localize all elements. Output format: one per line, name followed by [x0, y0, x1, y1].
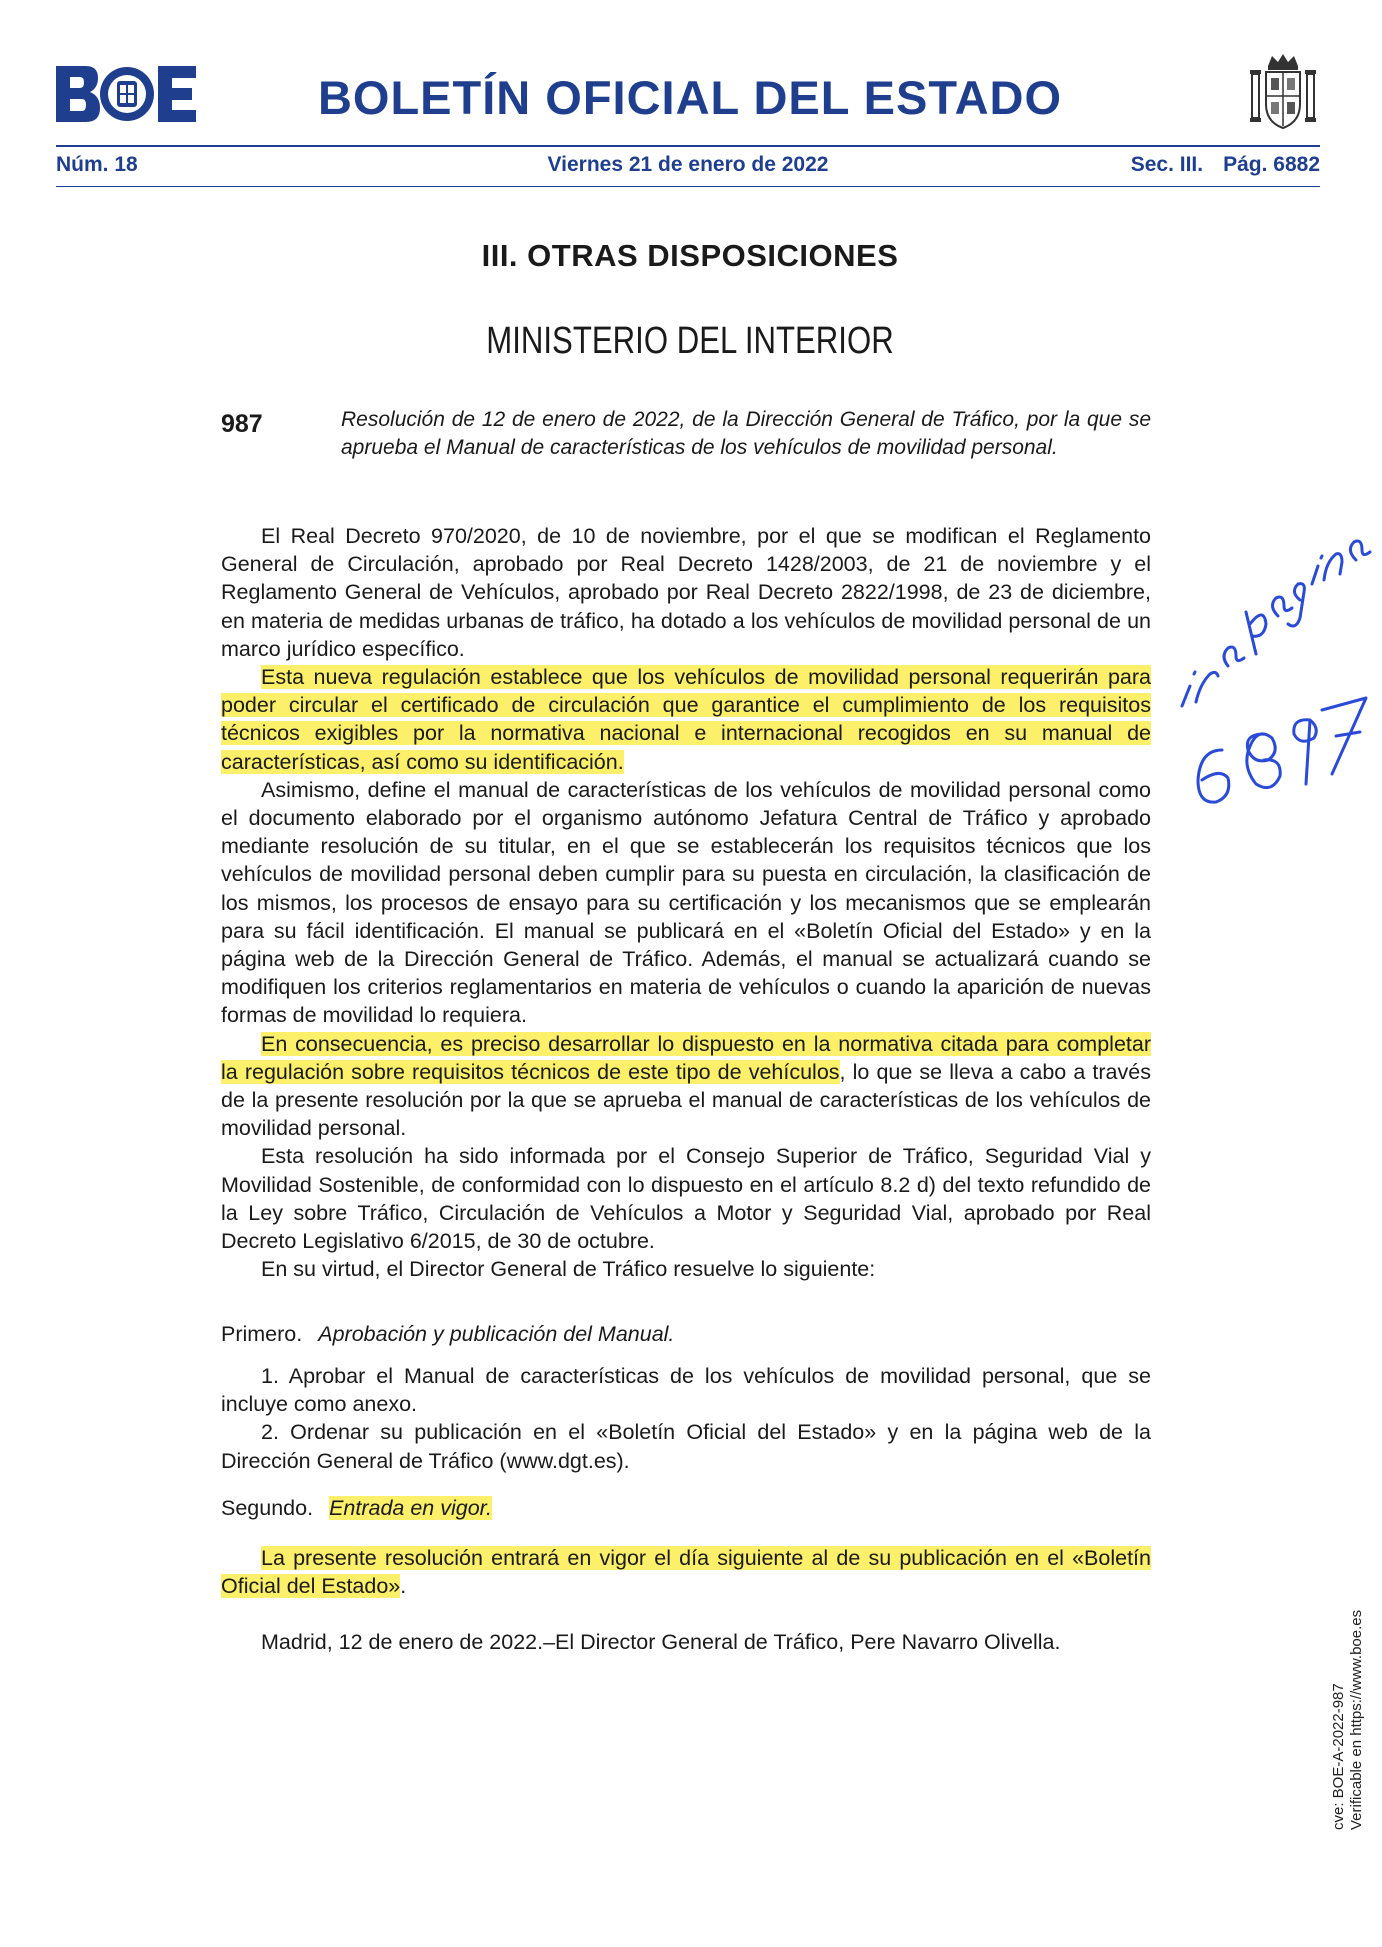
article-second-text	[221, 1544, 1151, 1600]
header-bottom-rule	[56, 186, 1320, 187]
issue-number: Núm. 18	[56, 153, 138, 176]
document-body	[221, 522, 1151, 1283]
cve-verification-note	[1330, 1510, 1370, 1830]
article-second-heading	[221, 1496, 492, 1521]
highlighted-text: La presente resolución entrará en vigor el día siguiente al de su publicación en el «Boletín Oficial del Estado»	[221, 1546, 1151, 1599]
cve-code: cve: BOE-A-2022-987	[1330, 1683, 1347, 1830]
boe-logo	[56, 66, 196, 122]
article-first-items	[221, 1362, 1151, 1475]
paragraph: El Real Decreto 970/2020, de 10 de noviembre, por el que se modifican el Reglamento General de Circulación, aprobado por Real Decreto 1428/2003, de 21 de noviembre y el Reglamento General de Vehículos, aprobado por Real Decreto 2822/1998, de 23 de diciembre, en materia de medidas urbanas de tráfico, ha dotado a los vehículos de movilidad personal de un marco jurídico específico.	[221, 524, 1151, 661]
handwritten-note	[1160, 488, 1380, 828]
page-number: Pág. 6882	[1223, 153, 1320, 176]
highlighted-text: Entrada en vigor.	[329, 1496, 493, 1520]
list-item: 2. Ordenar su publicación en el «Boletín Oficial del Estado» y en la página web de la Dirección General de Tráfico (www.dgt.es).	[221, 1420, 1151, 1473]
paragraph-text: .	[400, 1574, 407, 1599]
article-first-heading	[221, 1322, 674, 1347]
issue-date: Viernes 21 de enero de 2022	[547, 153, 829, 176]
disposition-summary: Resolución de 12 de enero de 2022, de la Dirección General de Tráfico, por la que se aprueba el Manual de características de los vehículos de movilidad personal.	[341, 408, 1151, 459]
list-item: 1. Aprobar el Manual de características de los vehículos de movilidad personal, que se incluye como anexo.	[221, 1364, 1151, 1417]
section-number: Sec. III.	[1130, 153, 1204, 176]
article-title: Aprobación y publicación del Manual.	[318, 1322, 675, 1346]
header-rule	[56, 145, 1320, 147]
paragraph	[221, 1030, 1151, 1143]
paragraph: Asimismo, define el manual de características de los vehículos de movilidad personal como el documento elaborado por el organismo autónomo Jefatura Central de Tráfico y aprobado mediante resolución de su titular, en el que se establecerán los requisitos técnicos que los vehículos de movilidad personal deben cumplir para su puesta en circulación, la clasificación de los mismos, los procesos de ensayo para su certificación y los mecanismos que se emplearán para su fácil identificación. El manual se publicará en el «Boletín Oficial del Estado» y en la página web de la Dirección General de Tráfico. Además, el manual se actualizará cuando se modifiquen los criterios reglamentarios en materia de vehículos o cuando la aparición de nuevas formas de movilidad lo requiera.	[221, 777, 1151, 1028]
header-info-row	[56, 153, 1320, 179]
article-label: Primero.	[221, 1322, 303, 1346]
section-title: III. OTRAS DISPOSICIONES	[481, 238, 899, 273]
highlighted-text: En consecuencia, es preciso desarrollar lo dispuesto en la normativa citada para completar la regulación sobre requisitos técnicos de este tipo de vehículos	[221, 1031, 1151, 1084]
paragraph: En su virtud, el Director General de Tráfico resuelve lo siguiente:	[261, 1257, 876, 1282]
spain-coat-of-arms-icon	[1248, 52, 1318, 132]
disposition-number: 987	[221, 410, 263, 438]
section-page	[1131, 153, 1320, 177]
paragraph	[221, 1544, 1151, 1600]
verification-url: Verificable en https://www.boe.es	[1348, 1609, 1365, 1830]
signature	[221, 1628, 1151, 1656]
paragraph: Esta resolución ha sido informada por el Consejo Superior de Tráfico, Seguridad Vial y Movilidad Sostenible, de conformidad con lo dispuesto en el artículo 8.2 d) del texto refundido de la Ley sobre Tráfico, Circulación de Vehículos a Motor y Seguridad Vial, aprobado por Real Decreto Legislativo 6/2015, de 30 de octubre.	[221, 1144, 1151, 1254]
ministry-name: MINISTERIO DEL INTERIOR	[486, 320, 894, 362]
paragraph	[221, 663, 1151, 776]
signature-text: Madrid, 12 de enero de 2022.–El Director General de Tráfico, Pere Navarro Olivella.	[261, 1630, 1061, 1654]
article-label: Segundo.	[221, 1496, 314, 1520]
bulletin-title: BOLETÍN OFICIAL DEL ESTADO	[317, 71, 1063, 124]
highlighted-text: Esta nueva regulación establece que los vehículos de movilidad personal requerirán para poder circular el certificado de circulación que garantice el cumplimiento de los requisitos técnicos exigibles por la normativa nacional e internacional recogidos en su manual de características, así como su identificación.	[221, 665, 1151, 774]
paragraph-text: , lo que se lleva a cabo a través de la presente resolución por la que se aprueba el manual de características de los vehículos de movilidad personal.	[221, 1059, 1151, 1141]
